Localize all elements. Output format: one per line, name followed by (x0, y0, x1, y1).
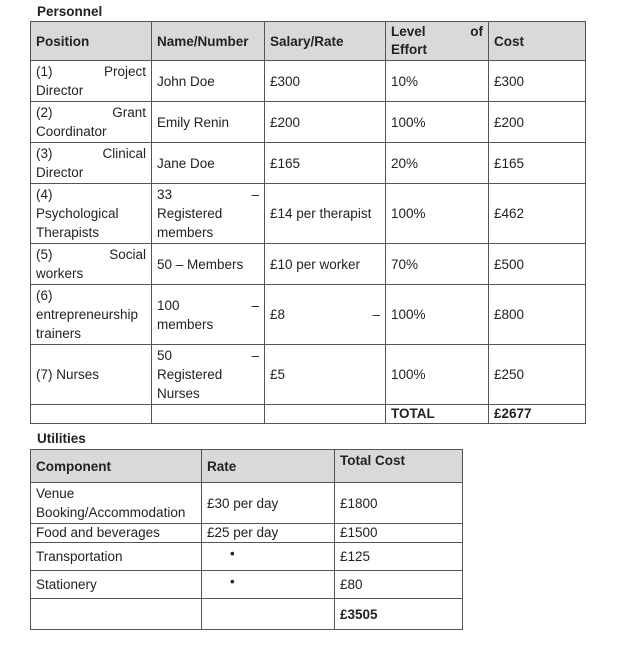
total-row (31, 599, 463, 630)
table-header-row (31, 22, 586, 61)
header-level: Level of Effort (386, 22, 489, 61)
bullet: • (202, 571, 335, 599)
table-row: Stationery • £80 (31, 571, 463, 599)
table-row: Transportation • £125 (31, 543, 463, 571)
table-row: (3) Clinical Director Jane Doe £165 20% £165 (31, 143, 586, 184)
bullet: • (202, 543, 335, 571)
grand-total: £3505 (335, 599, 463, 630)
table-row: Venue Booking/Accommodation £30 per day £1800 (31, 483, 463, 524)
total-value: £2677 (489, 405, 586, 424)
personnel-title: Personnel (37, 4, 103, 19)
table-row: (2) Grant Coordinator Emily Renin £200 100% £200 (31, 102, 586, 143)
table-row: (5) Social workers 50 – Members £10 per worker 70% £500 (31, 244, 586, 285)
table-row: (1) Project Director John Doe £300 10% £300 (31, 61, 586, 102)
table-row: (7) Nurses 50 – Registered Nurses £5 100% £250 (31, 345, 586, 405)
header-rate: Rate (202, 450, 335, 483)
header-salary: Salary/Rate (265, 22, 386, 61)
total-label: TOTAL (386, 405, 489, 424)
header-name: Name/Number (152, 22, 265, 61)
header-cost: Cost (489, 22, 586, 61)
personnel-table (30, 21, 586, 424)
table-row: (6) entrepreneurship trainers 100 – members £8 – 100% £800 (31, 285, 586, 345)
utilities-table (30, 449, 463, 630)
header-component: Component (31, 450, 202, 483)
table-row: Food and beverages £25 per day £1500 (31, 524, 463, 543)
header-position: Position (31, 22, 152, 61)
header-total-cost: Total Cost (335, 450, 463, 483)
total-row (31, 405, 586, 424)
utilities-title: Utilities (37, 431, 86, 446)
table-header-row (31, 450, 463, 483)
table-row: (4) Psychological Therapists 33 – Registered members £14 per therapist 100% £462 (31, 184, 586, 244)
